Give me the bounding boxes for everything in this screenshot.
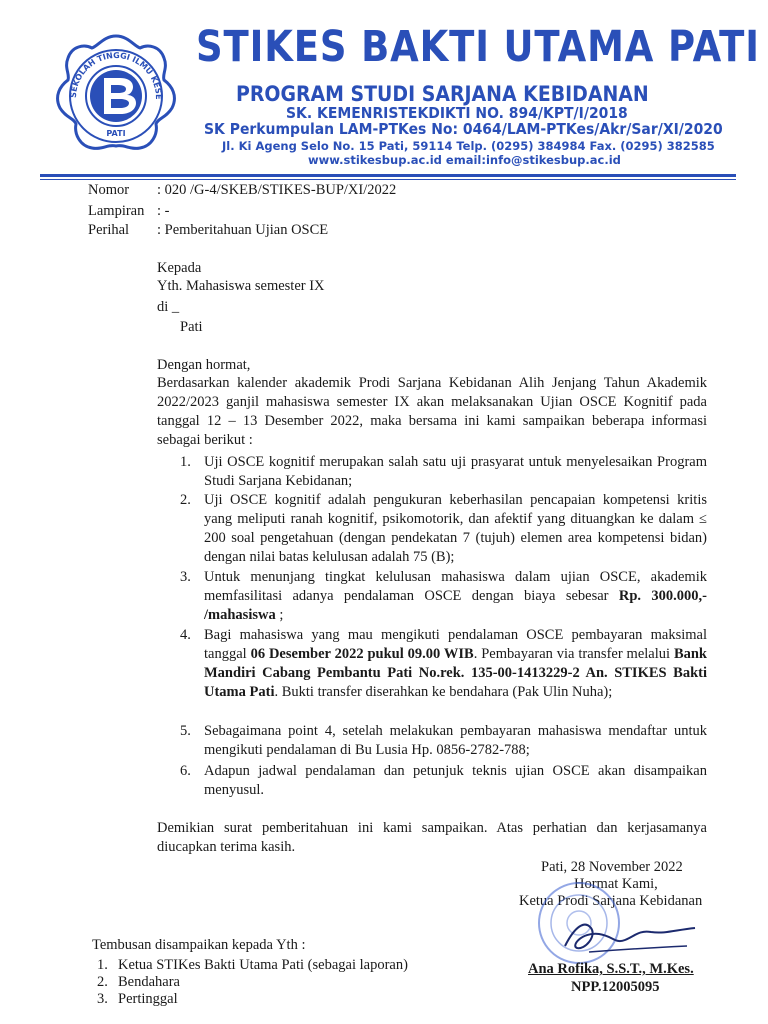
logo-ring-text: SEKOLAH TINGGI ILMU KESE <box>68 50 164 100</box>
signer-position: Ketua Prodi Sarjana Kebidanan <box>519 893 703 909</box>
institution-logo <box>50 30 182 160</box>
sk-kemenristek: SK. KEMENRISTEKDIKTI NO. 894/KPT/I/2018 <box>286 104 628 122</box>
closing-paragraph: Demikian surat pemberitahuan ini kami sampaikan. Atas perhatian dan kerjasamanya diucapkan terima kasih. <box>157 820 707 855</box>
list-item-5-text: Sebagaimana point 4, setelah melakukan pembayaran mahasiswa mendaftar untuk mengikuti pendalaman di Bu Lusia Hp. 0856-2782-788; <box>204 723 707 758</box>
list-item-2-number: 2. <box>180 492 191 508</box>
signer-npp: NPP.12005095 <box>571 979 660 995</box>
perihal-value: : Pemberitahuan Ujian OSCE <box>157 222 329 238</box>
list-item-4-number: 4. <box>180 627 191 643</box>
cc-item-1-number: 1. <box>97 957 108 973</box>
signer-name: Ana Rofika, S.S.T., M.Kes. <box>528 961 694 977</box>
nomor-label: Nomor <box>88 182 130 198</box>
address-line: Jl. Ki Ageng Selo No. 15 Pati, 59114 Telp. (0295) 384984 Fax. (0295) 382585 <box>222 139 715 153</box>
intro-paragraph: Berdasarkan kalender akademik Prodi Sarjana Kebidanan Alih Jenjang Tahun Akademik 2022/2023 ganjil mahasiswa semester IX akan melaksanakan Ujian OSCE Kognitif pada tanggal 12 – 13 Desember 2022, maka bersama ini kami sampaikan beberapa informasi sebagai berikut : <box>157 375 707 448</box>
cc-heading: Tembusan disampaikan kepada Yth : <box>92 937 306 953</box>
lampiran-value: : - <box>157 203 170 219</box>
nomor-value: : 020 /G-4/SKEB/STIKES-BUP/XI/2022 <box>157 182 397 198</box>
perihal-label: Perihal <box>88 222 130 238</box>
lampiran-label: Lampiran <box>88 203 145 219</box>
list-item-1-number: 1. <box>180 454 191 470</box>
list-item-5-number: 5. <box>180 723 191 739</box>
cc-item-3-number: 3. <box>97 991 108 1007</box>
header-divider-thin <box>40 179 736 180</box>
institution-name: STIKES BAKTI UTAMA PATI <box>196 22 760 72</box>
list-item-3-text: Untuk menunjang tingkat kelulusan mahasiswa dalam ujian OSCE, akademik memfasilitasi adanya pendalaman OSCE dengan biaya sebesar Rp. 300.000,- /mahasiswa ; <box>204 569 707 623</box>
recipient-yth: Yth. Mahasiswa semester IX <box>157 278 325 294</box>
place-date: Pati, 28 November 2022 <box>541 859 683 875</box>
program-name: PROGRAM STUDI SARJANA KEBIDANAN <box>236 82 649 106</box>
list-item-3-number: 3. <box>180 569 191 585</box>
handwritten-signature-icon <box>555 906 705 962</box>
cc-item-2-number: 2. <box>97 974 108 990</box>
recipient-di: di _ <box>157 299 180 315</box>
website-email: www.stikesbup.ac.id email:info@stikesbup.ac.id <box>308 153 621 167</box>
list-item-2-text: Uji OSCE kognitif adalah pengukuran keberhasilan pencapaian kompetensi kritis yang meliputi ranah kognitif, psikomotorik, dan afektif yang dituangkan ke dalam ≤ 200 soal pengetahuan (dengan pendekatan 7 (tujuh) elemen area kompetensi bidan) dengan nilai batas kelulusan adalah 75 (B); <box>204 492 707 565</box>
header-divider-thick <box>40 174 736 177</box>
recipient-kepada: Kepada <box>157 260 202 276</box>
cc-item-1-text: Ketua STIKes Bakti Utama Pati (sebagai laporan) <box>118 957 408 973</box>
regards: Hormat Kami, <box>574 876 658 892</box>
list-item-6-text: Adapun jadwal pendalaman dan petunjuk teknis ujian OSCE akan disampaikan menyusul. <box>204 763 707 798</box>
cc-item-3-text: Pertinggal <box>118 991 178 1007</box>
greeting: Dengan hormat, <box>157 357 251 373</box>
list-item-4-text: Bagi mahasiswa yang mau mengikuti pendalaman OSCE pembayaran maksimal tanggal 06 Desember 2022 pukul 09.00 WIB. Pembayaran via transfer melalui Bank Mandiri Cabang Pembantu Pati No.rek. 135-00-1413229-2 An. STIKES Bakti Utama Pati. Bukti transfer diserahkan ke bendahara (Pak Ulin Nuha); <box>204 627 707 700</box>
logo-emblem-icon <box>50 30 182 160</box>
list-item-6-number: 6. <box>180 763 191 779</box>
sk-lam-ptkes: SK Perkumpulan LAM-PTKes No: 0464/LAM-PTKes/Akr/Sar/XI/2020 <box>204 120 723 138</box>
cc-item-2-text: Bendahara <box>118 974 180 990</box>
list-item-1-text: Uji OSCE kognitif merupakan salah satu uji prasyarat untuk menyelesaikan Program Studi Sarjana Kebidanan; <box>204 454 707 489</box>
logo-bottom-text: PATI <box>106 129 126 138</box>
recipient-city: Pati <box>180 319 203 335</box>
